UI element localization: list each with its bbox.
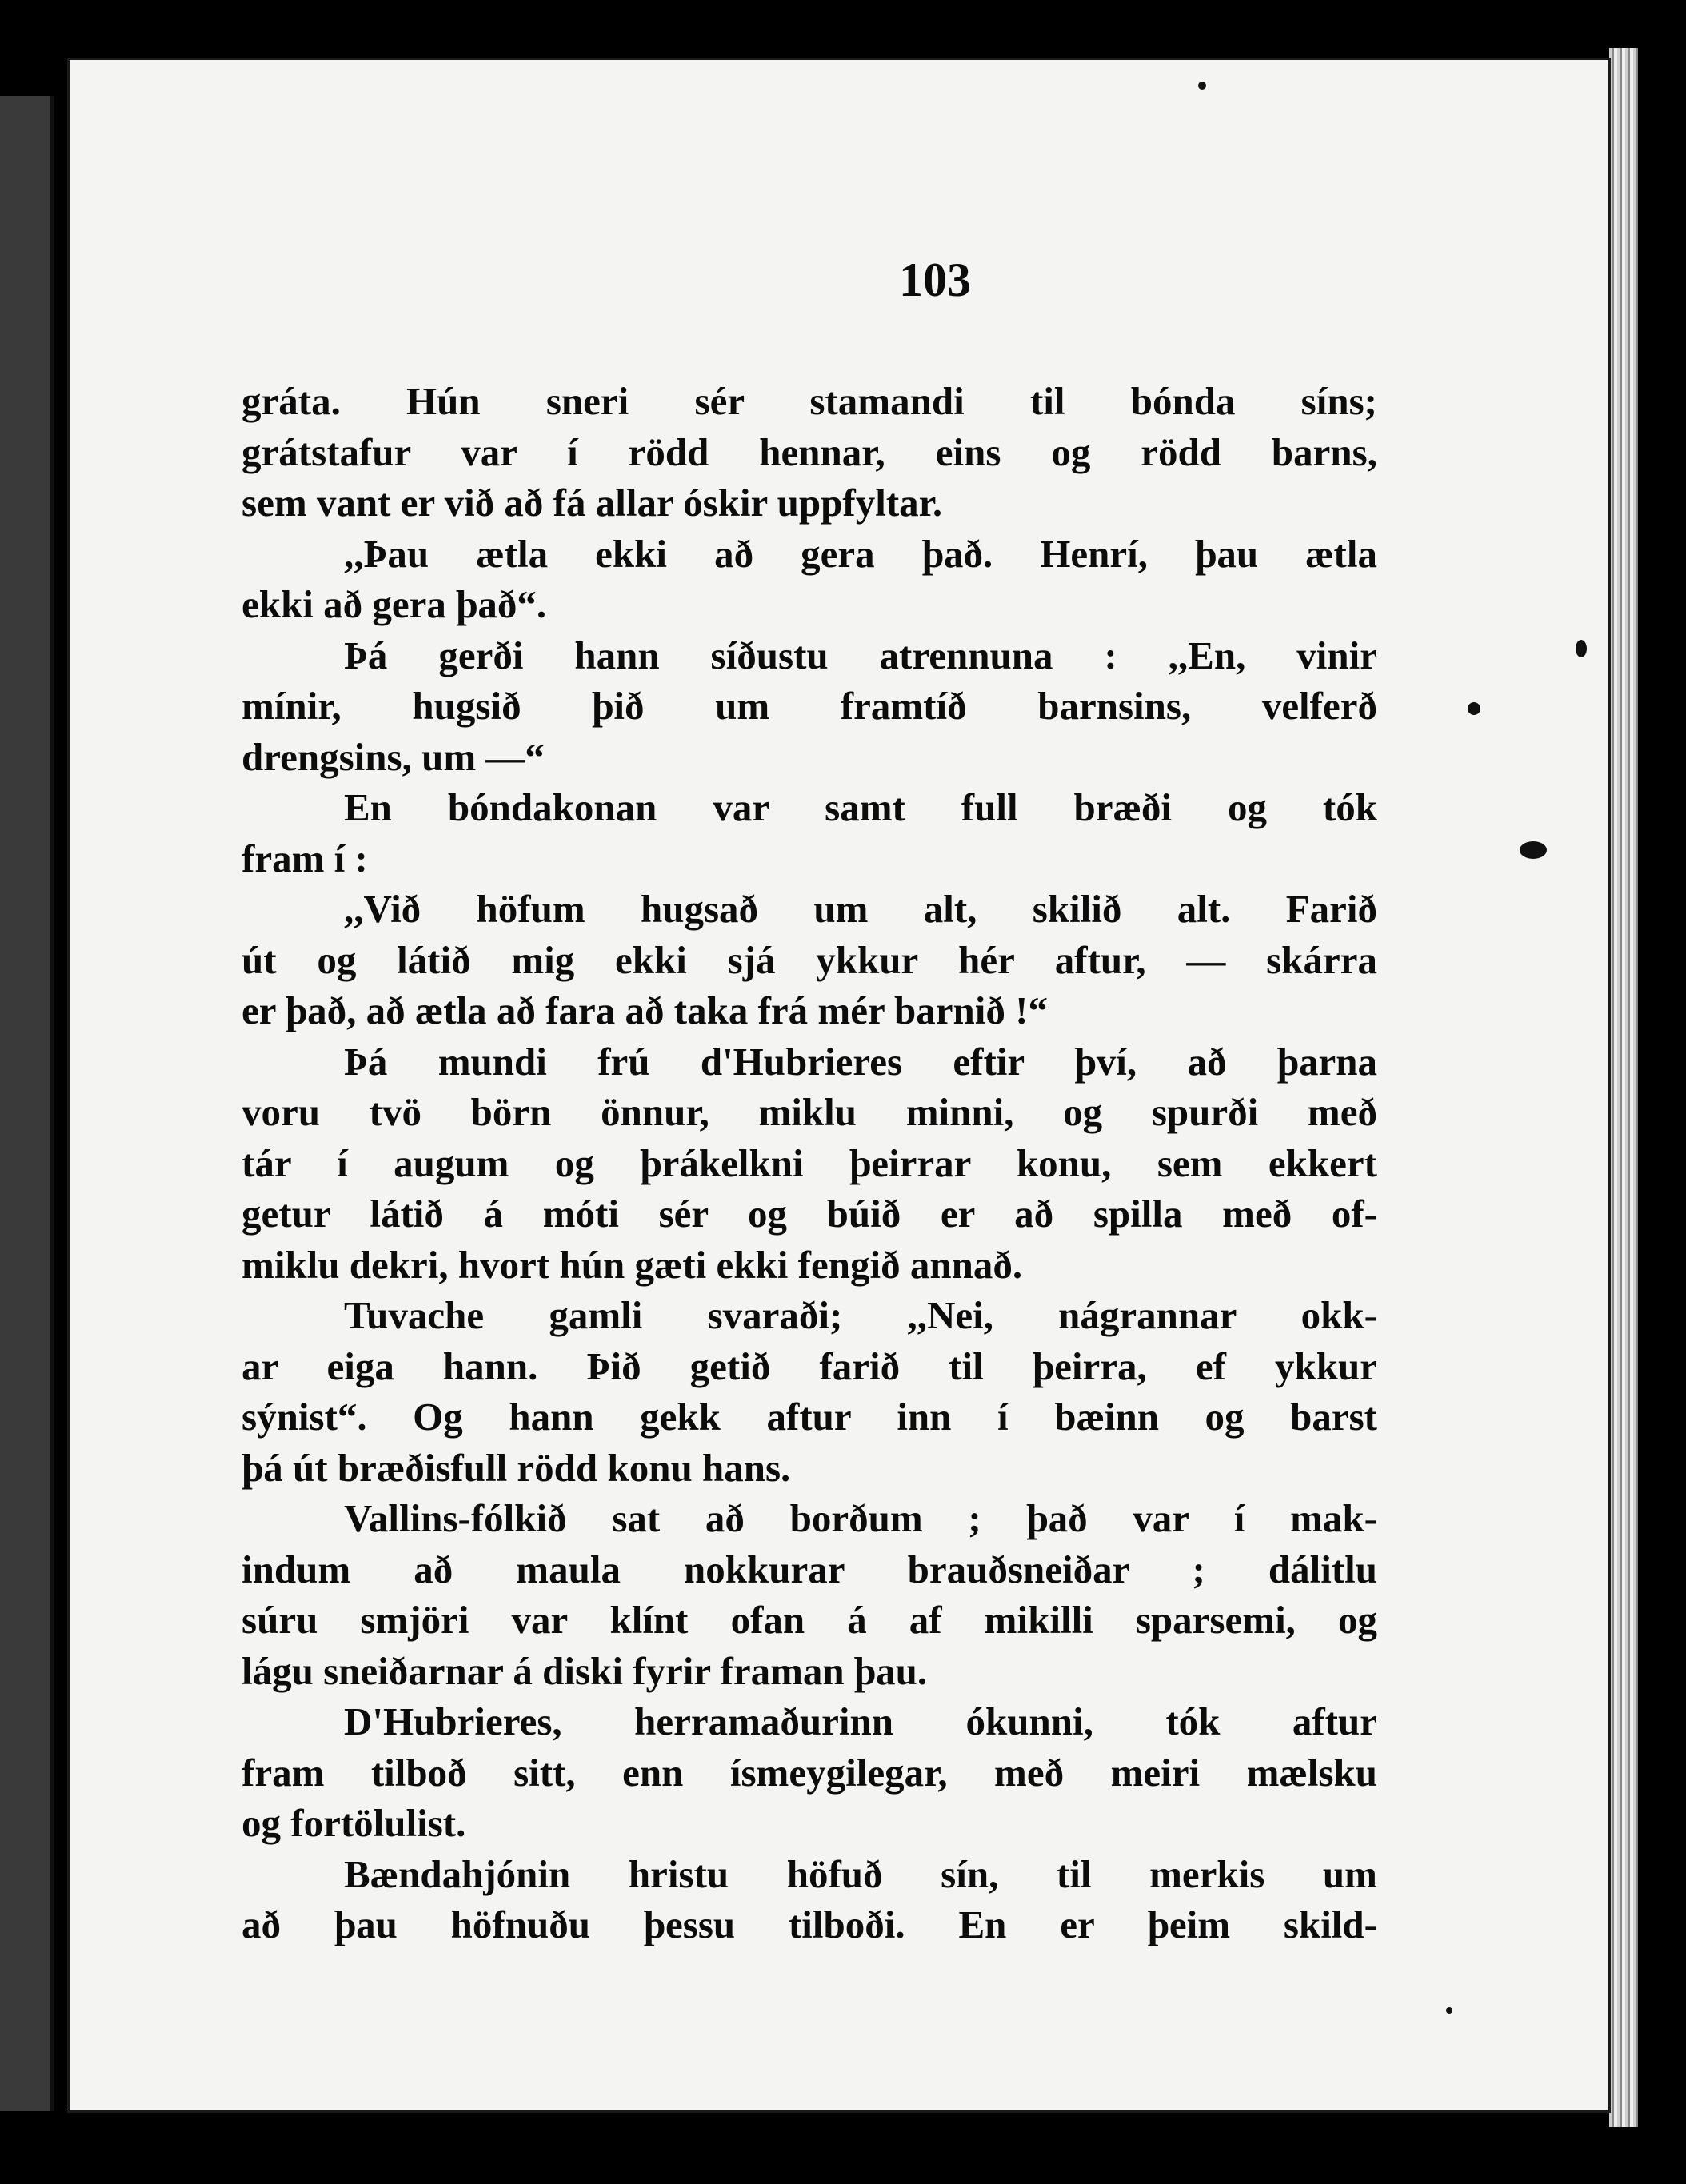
text-line: drengsins, um —“ [242,734,545,779]
text-line: tár í augum og þrákelkni þeirrar konu, sem ekkert [242,1140,1377,1185]
text-line: grátstafur var í rödd hennar, eins og rödd barns, [242,429,1377,474]
text-line: fram í : [242,836,368,880]
text-line: út og látið mig ekki sjá ykkur hér aftur, — skárra [242,937,1377,982]
speck [1576,640,1587,657]
text-line: sem vant er við að fá allar óskir uppfyltar. [242,481,943,525]
speck [1520,841,1547,859]
text-line: indum að maula nokkurar brauðsneiðar ; dálitlu [242,1547,1377,1591]
text-line: er það, að ætla að fara að taka frá mér barnið !“ [242,988,1048,1032]
text-line: að þau höfnuðu þessu tilboði. En er þeim skild- [242,1903,1377,1946]
text-line: En bóndakonan var samt full bræði og tók [344,785,1377,829]
text-line: Vallins-fólkið sat að borðum ; það var í mak- [344,1496,1377,1540]
text-line: miklu dekri, hvort hún gæti ekki fengið annað. [242,1242,1023,1287]
left-page-edge [0,96,54,2111]
page-number: 103 [899,254,971,306]
text-line: gráta. Hún sneri sér stamandi til bónda síns; [242,379,1377,423]
text-line: fram tilboð sitt, enn ísmeygilegar, með meiri mælsku [242,1750,1377,1795]
text-line: ekki að gera það“. [242,582,547,626]
text-line: lágu sneiðarnar á diski fyrir framan þau. [242,1648,928,1693]
speck [1198,82,1206,90]
text-line: D'Hubrieres, herramaðurinn ókunni, tók aftur [344,1699,1377,1743]
text-line: Þá gerði hann síðustu atrennuna : ,,En, vinir [344,633,1377,677]
text-line: súru smjöri var klínt ofan á af mikilli sparsemi, og [242,1598,1377,1642]
text-line: voru tvö börn önnur, miklu minni, og spurði með [242,1090,1377,1134]
text-line: Bændahjónin hristu höfuð sín, til merkis um [344,1851,1377,1896]
text-line: ,,Þau ætla ekki að gera það. Henrí, þau ætla [344,531,1377,576]
body-text [242,376,1377,1950]
right-page-edge [1609,48,1638,2127]
text-line: sýnist“. Og hann gekk aftur inn í bæinn og barst [242,1395,1377,1439]
text-line: getur látið á móti sér og búið er að spilla með of- [242,1192,1377,1236]
text-line: Þá mundi frú d'Hubrieres eftir því, að þarna [344,1039,1377,1084]
text-line: og fortölulist. [242,1801,466,1845]
speck [1468,702,1480,715]
text-line: ,,Við höfum hugsað um alt, skilið alt. Farið [344,887,1377,931]
text-line: þá út bræðisfull rödd konu hans. [242,1445,791,1490]
text-line: ar eiga hann. Þið getið farið til þeirra, ef ykkur [242,1344,1377,1388]
speck [1446,2007,1452,2014]
text-line: Tuvache gamli svaraði; ,,Nei, nágrannar okk- [344,1293,1377,1337]
text-line: mínir, hugsið þið um framtíð barnsins, velferð [242,684,1377,728]
